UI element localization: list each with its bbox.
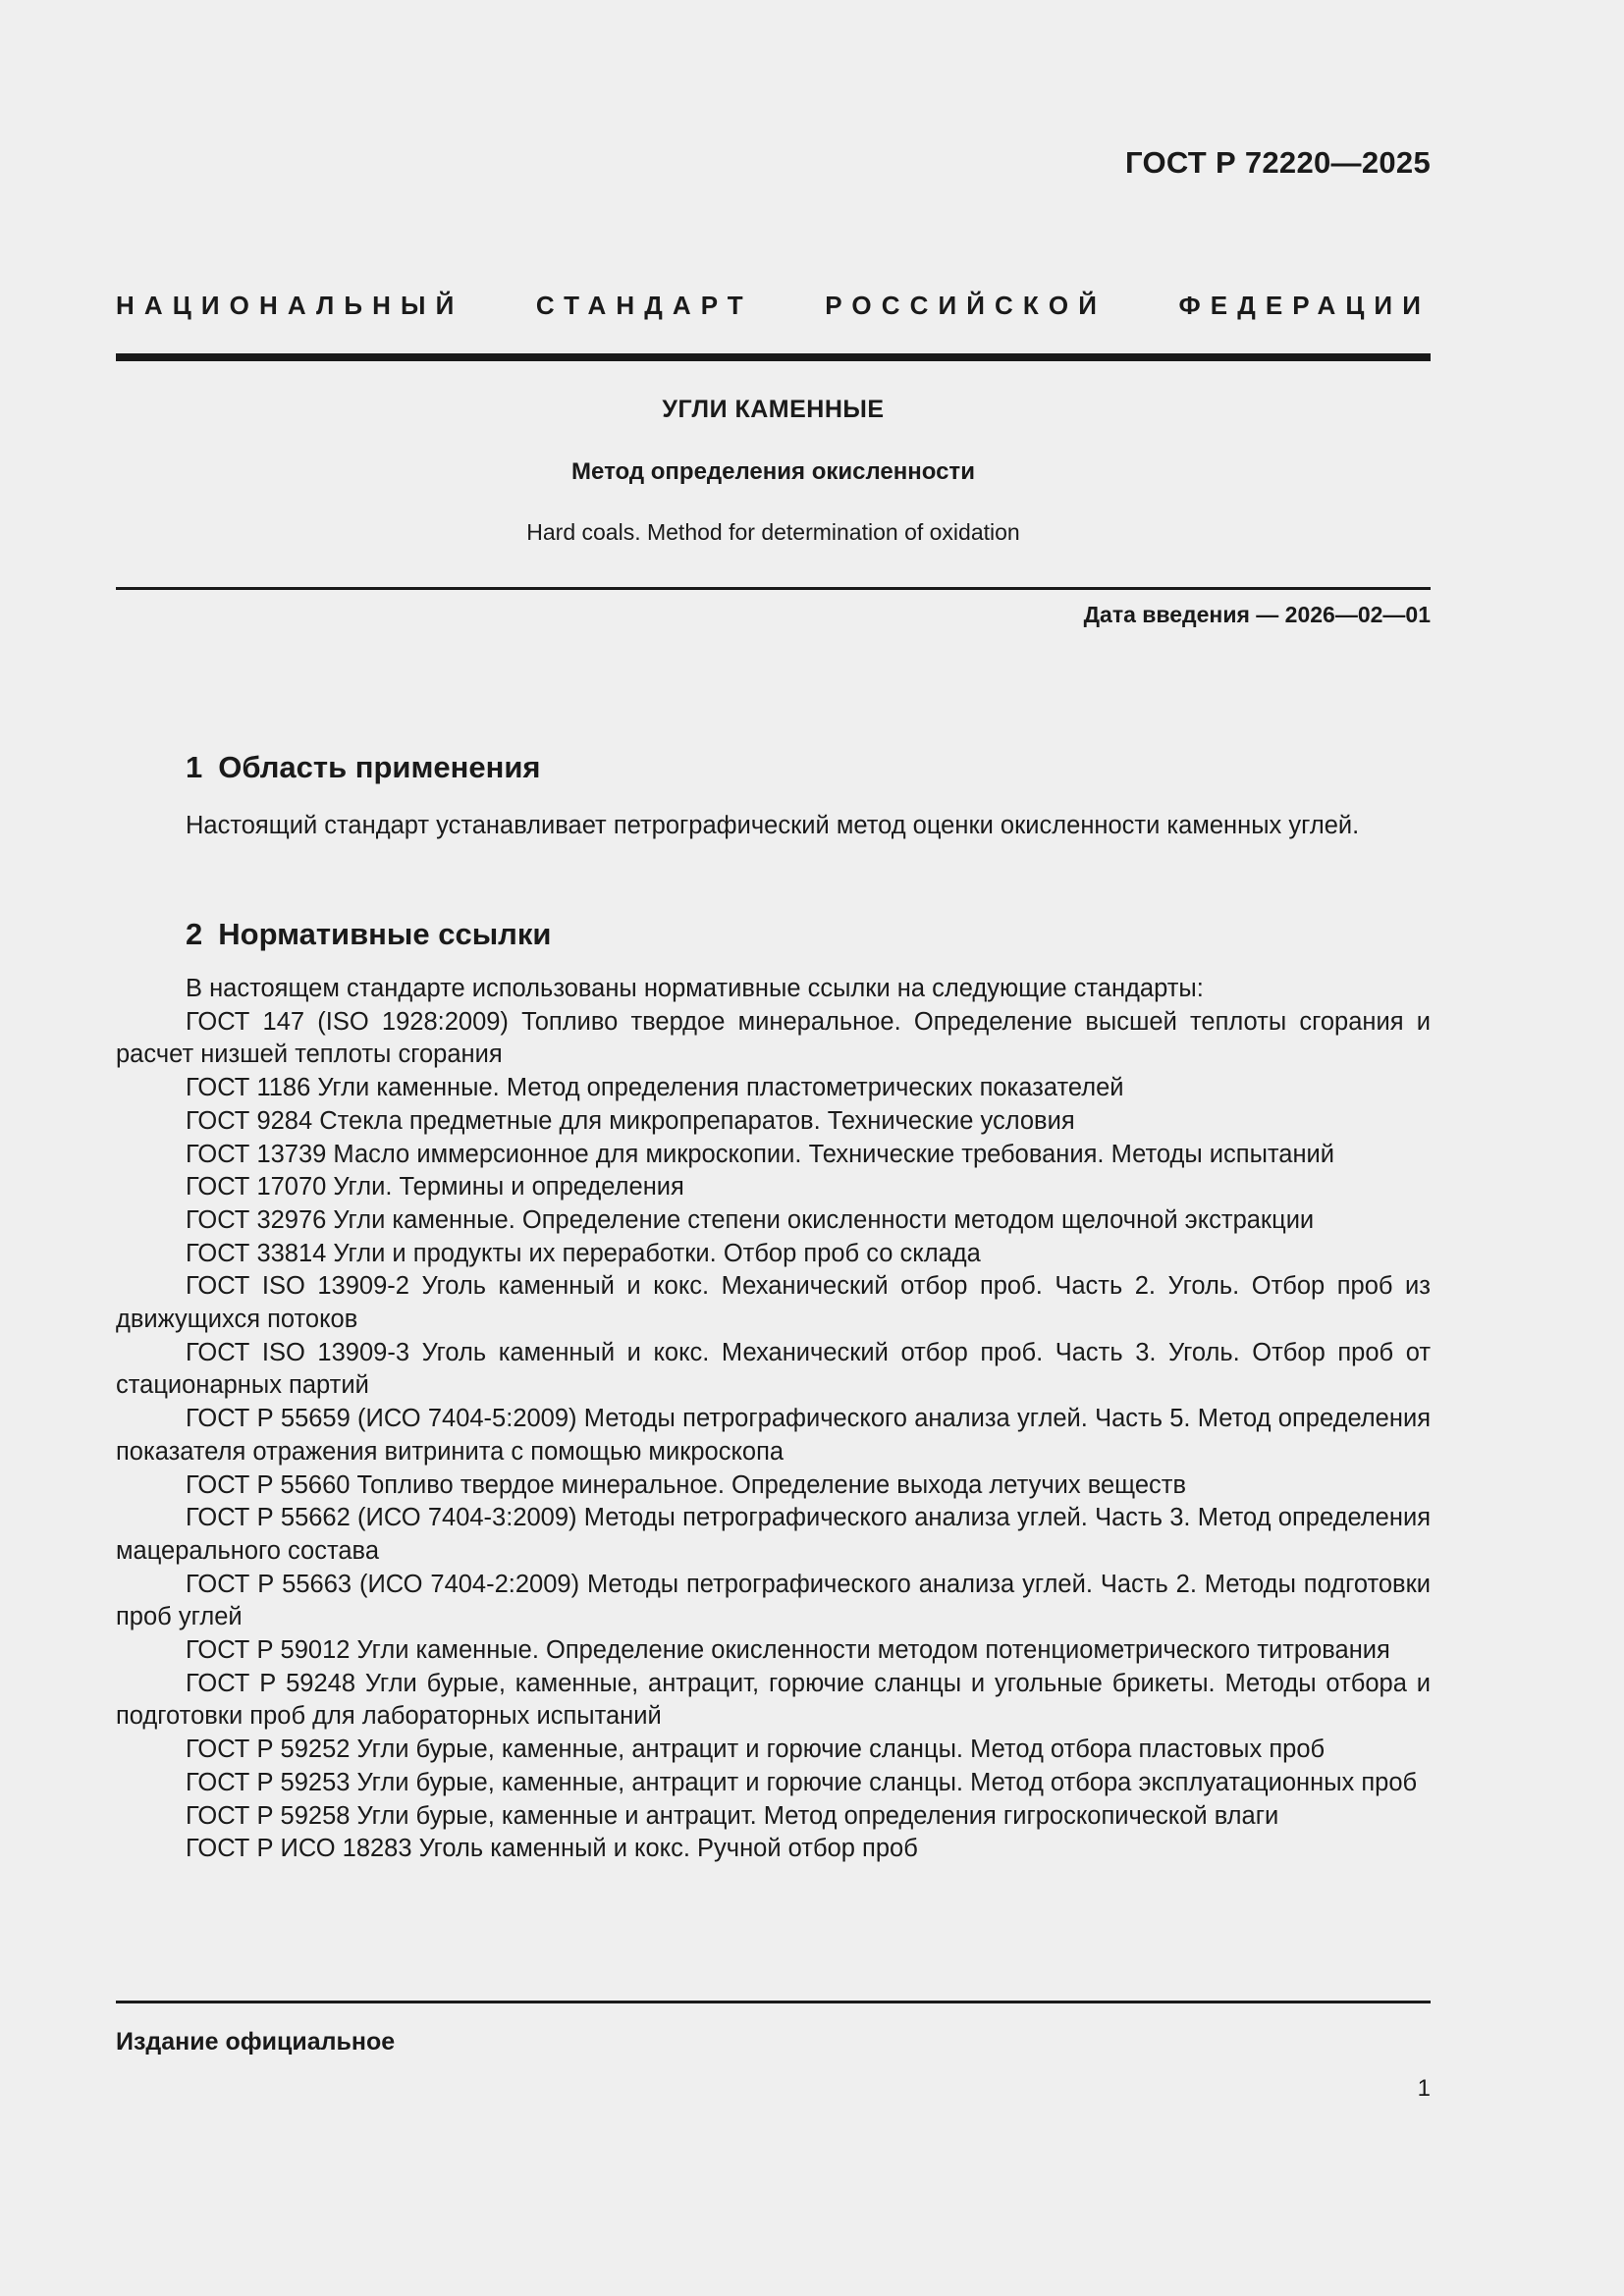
document-subtitle: Метод определения окисленности bbox=[571, 458, 975, 485]
document-code: ГОСТ Р 72220—2025 bbox=[1125, 145, 1431, 180]
reference-item: ГОСТ Р 55663 (ИСО 7404-2:2009) Методы петрографического анализа углей. Часть 2. Методы подготовки проб углей bbox=[116, 1570, 1431, 1631]
references-intro: В настоящем стандарте использованы нормативные ссылки на следующие стандарты: bbox=[186, 975, 1204, 1002]
section-heading-references bbox=[186, 917, 551, 952]
reference-item: ГОСТ 33814 Угли и продукты их переработки. Отбор проб со склада bbox=[186, 1239, 981, 1267]
reference-item: ГОСТ 17070 Угли. Термины и определения bbox=[186, 1173, 684, 1201]
reference-item: ГОСТ Р 55660 Топливо твердое минеральное. Определение выхода летучих веществ bbox=[186, 1470, 1186, 1499]
reference-item: ГОСТ Р ИСО 18283 Уголь каменный и кокс. Ручной отбор проб bbox=[186, 1835, 918, 1863]
english-title: Hard coals. Method for determination of oxidation bbox=[526, 519, 1020, 545]
section-number: 2 bbox=[186, 917, 203, 951]
reference-item: ГОСТ 32976 Угли каменные. Определение степени окисленности методом щелочной экстракции bbox=[186, 1205, 1315, 1234]
introduction-date: Дата введения — 2026—02—01 bbox=[1083, 602, 1431, 627]
document-page bbox=[116, 0, 1431, 2296]
section-number: 1 bbox=[186, 750, 203, 784]
reference-item: ГОСТ Р 59012 Угли каменные. Определение окисленности методом потенциометрического титрования bbox=[186, 1636, 1390, 1665]
header-divider bbox=[116, 353, 1431, 361]
reference-item: ГОСТ Р 59253 Угли бурые, каменные, антрацит и горючие сланцы. Метод отбора эксплуатационных проб bbox=[186, 1768, 1418, 1796]
reference-item: ГОСТ ISO 13909-3 Уголь каменный и кокс. Механический отбор проб. Часть 3. Уголь. Отбор проб от стационарных партий bbox=[116, 1338, 1431, 1400]
reference-item: ГОСТ Р 59252 Угли бурые, каменные, антрацит и горючие сланцы. Метод отбора пластовых проб bbox=[186, 1735, 1326, 1764]
reference-item: ГОСТ Р 59258 Угли бурые, каменные и антрацит. Метод определения гигроскопической влаги bbox=[186, 1801, 1279, 1830]
footer-divider bbox=[116, 2001, 1431, 2003]
scope-paragraph: Настоящий стандарт устанавливает петрографический метод оценки окисленности каменных углей. bbox=[186, 812, 1360, 839]
reference-item: ГОСТ 9284 Стекла предметные для микропрепаратов. Технические условия bbox=[186, 1106, 1075, 1135]
reference-item: ГОСТ Р 59248 Угли бурые, каменные, антрацит, горючие сланцы и угольные брикеты. Методы отбора и подготовки проб для лабораторных испытаний bbox=[116, 1669, 1431, 1731]
section-title: Нормативные ссылки bbox=[218, 917, 552, 951]
reference-item: ГОСТ Р 55662 (ИСО 7404-3:2009) Методы петрографического анализа углей. Часть 3. Метод определения мацерального состава bbox=[116, 1504, 1431, 1565]
section-title: Область применения bbox=[218, 750, 541, 784]
reference-item: ГОСТ 13739 Масло иммерсионное для микроскопии. Технические требования. Методы испытаний bbox=[186, 1140, 1335, 1168]
document-title: УГЛИ КАМЕННЫЕ bbox=[662, 396, 885, 423]
reference-item: ГОСТ Р 55659 (ИСО 7404-5:2009) Методы петрографического анализа углей. Часть 5. Метод определения показателя отражения витринита с помощью микроскопа bbox=[116, 1405, 1431, 1466]
official-edition-label: Издание официальное bbox=[116, 2028, 396, 2056]
section-heading-scope bbox=[186, 750, 541, 785]
page-number: 1 bbox=[1417, 2075, 1431, 2102]
title-divider bbox=[116, 587, 1431, 590]
national-standard-banner: НАЦИОНАЛЬНЫЙ СТАНДАРТ РОССИЙСКОЙ ФЕДЕРАЦИИ bbox=[116, 291, 1431, 320]
reference-item: ГОСТ 1186 Угли каменные. Метод определения пластометрических показателей bbox=[186, 1074, 1124, 1102]
reference-item: ГОСТ ISO 13909-2 Уголь каменный и кокс. Механический отбор проб. Часть 2. Уголь. Отбор проб из движущихся потоков bbox=[116, 1272, 1431, 1334]
reference-item: ГОСТ 147 (ISO 1928:2009) Топливо твердое минеральное. Определение высшей теплоты сгорания и расчет низшей теплоты сгорания bbox=[116, 1007, 1431, 1069]
references-list bbox=[116, 973, 1431, 1866]
